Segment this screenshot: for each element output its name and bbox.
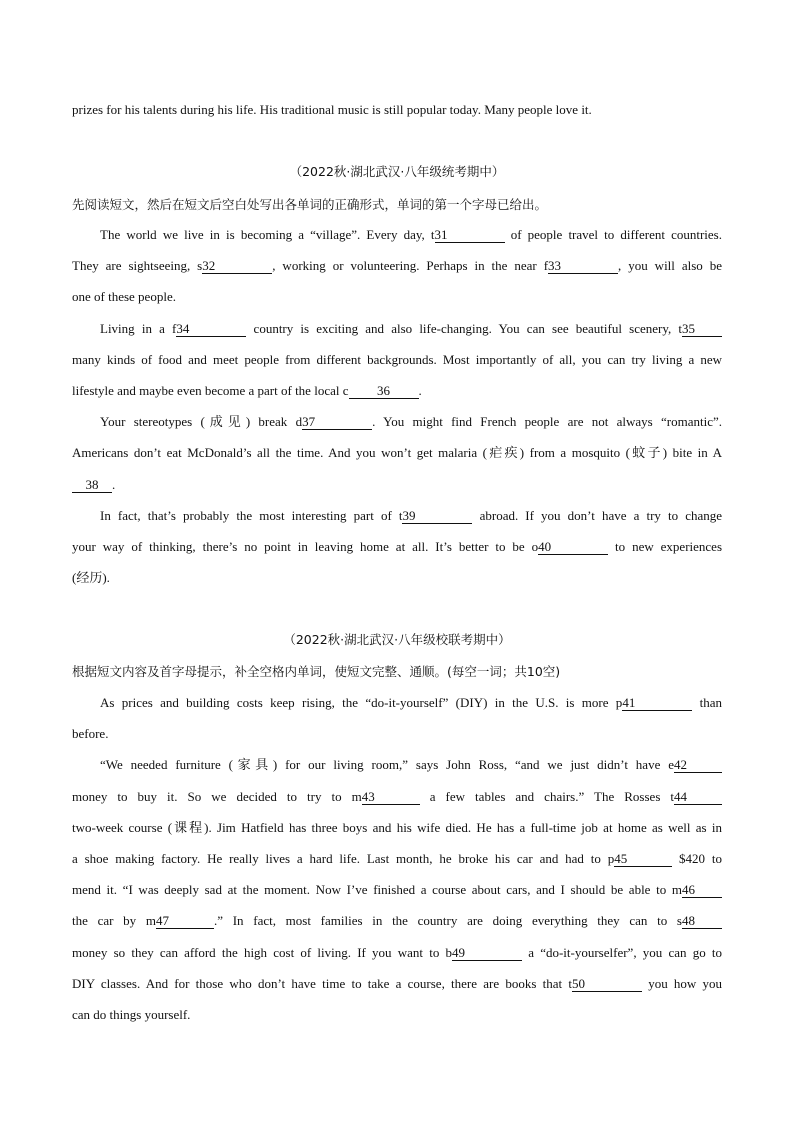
blank-39[interactable]: 39 — [402, 509, 472, 524]
blank-46[interactable]: 46 — [682, 883, 722, 898]
blank-36[interactable]: 36 — [349, 384, 419, 399]
section2-source: （2022秋·湖北武汉·八年级校联考期中） — [283, 632, 511, 647]
blank-33[interactable]: 33 — [548, 259, 618, 274]
paragraph-line: two-week course (课程). Jim Hatfield has three boys and his wife died. He has a full-time job at home as well as in — [72, 820, 722, 835]
paragraph-line: The world we live in is becoming a “village”. Every day, t31 of people travel to different countries. — [100, 227, 722, 242]
paragraph-line: (经历). — [72, 570, 110, 585]
paragraph-line: Your stereotypes (成见) break d37 . You might find French people are not always “romantic”. — [100, 414, 722, 429]
paragraph-line: many kinds of food and meet people from different backgrounds. Most importantly of all, you can try living a new — [72, 352, 722, 367]
blank-35[interactable]: 35 — [682, 322, 722, 337]
paragraph-line: your way of thinking, there’s no point in leaving home at all. It’s better to be o40 to new experiences — [72, 539, 723, 554]
blank-34[interactable]: 34 — [176, 322, 246, 337]
paragraph-line: 38 . — [72, 477, 722, 493]
blank-40[interactable]: 40 — [538, 540, 608, 555]
blank-42[interactable]: 42 — [674, 758, 722, 773]
blank-31[interactable]: 31 — [435, 228, 505, 243]
blank-47[interactable]: 47 — [156, 914, 214, 929]
section1-source: （2022秋·湖北武汉·八年级统考期中） — [289, 164, 505, 179]
blank-44[interactable]: 44 — [674, 790, 722, 805]
blank-37[interactable]: 37 — [302, 415, 372, 430]
paragraph-line: They are sightseeing, s32 , working or volunteering. Perhaps in the near f33 , you will also be — [72, 258, 723, 273]
paragraph-line: lifestyle and maybe even become a part of the local c 36 . — [72, 383, 422, 398]
paragraph-line: money to buy it. So we decided to try to m43 a few tables and chairs.” The Rosses t44 — [72, 789, 722, 805]
paragraph-line: before. — [72, 726, 109, 741]
blank-50[interactable]: 50 — [572, 977, 642, 992]
section1-instruction: 先阅读短文，然后在短文后空白处写出各单词的正确形式，单词的第一个字母已给出。 — [72, 197, 548, 212]
blank-45[interactable]: 45 — [614, 852, 672, 867]
paragraph-line: In fact, that’s probably the most interesting part of t39 abroad. If you don’t have a try to change — [100, 508, 723, 523]
paragraph-line: a shoe making factory. He really lives a hard life. Last month, he broke his car and had to p45 $420 to — [72, 851, 722, 866]
paragraph-line: Living in a f34 country is exciting and also life-changing. You can see beautiful scenery, t35 — [72, 321, 722, 337]
section2-instruction: 根据短文内容及首字母提示，补全空格内单词，使短文完整、通顺。(每空一词；共10空) — [72, 664, 561, 679]
paragraph-line: the car by m47 .” In fact, most families in the country are doing everything they can to s48 — [72, 913, 722, 929]
paragraph-line: “We needed furniture (家具) for our living room,” says John Ross, “and we just didn’t have e42 — [72, 757, 722, 773]
blank-38[interactable]: 38 — [72, 478, 112, 493]
blank-49[interactable]: 49 — [452, 946, 522, 961]
paragraph-line: As prices and building costs keep rising, the “do-it-yourself” (DIY) in the U.S. is more p41 than — [100, 695, 723, 710]
paragraph-line: can do things yourself. — [72, 1007, 191, 1022]
paragraph-line: one of these people. — [72, 289, 176, 304]
paragraph-line — [72, 102, 722, 118]
blank-41[interactable]: 41 — [622, 696, 692, 711]
blank-48[interactable]: 48 — [682, 914, 722, 929]
paragraph-line: money so they can afford the high cost of living. If you want to b49 a “do-it-yourselfer”, you can go to — [72, 945, 723, 960]
blank-43[interactable]: 43 — [362, 790, 420, 805]
intro-text: prizes for his talents during his life. His traditional music is still popular today. Many people love it. — [72, 102, 592, 117]
paragraph-line: DIY classes. And for those who don’t have time to take a course, there are books that t50 you how you — [72, 976, 723, 991]
paragraph-line: Americans don’t eat McDonald’s all the time. And you won’t get malaria (疟疾) from a mosquito (蚊子) bite in A — [72, 445, 722, 460]
blank-32[interactable]: 32 — [202, 259, 272, 274]
paragraph-line: mend it. “I was deeply sad at the moment. Now I’ve finished a course about cars, and I should be able to m46 — [72, 882, 722, 898]
